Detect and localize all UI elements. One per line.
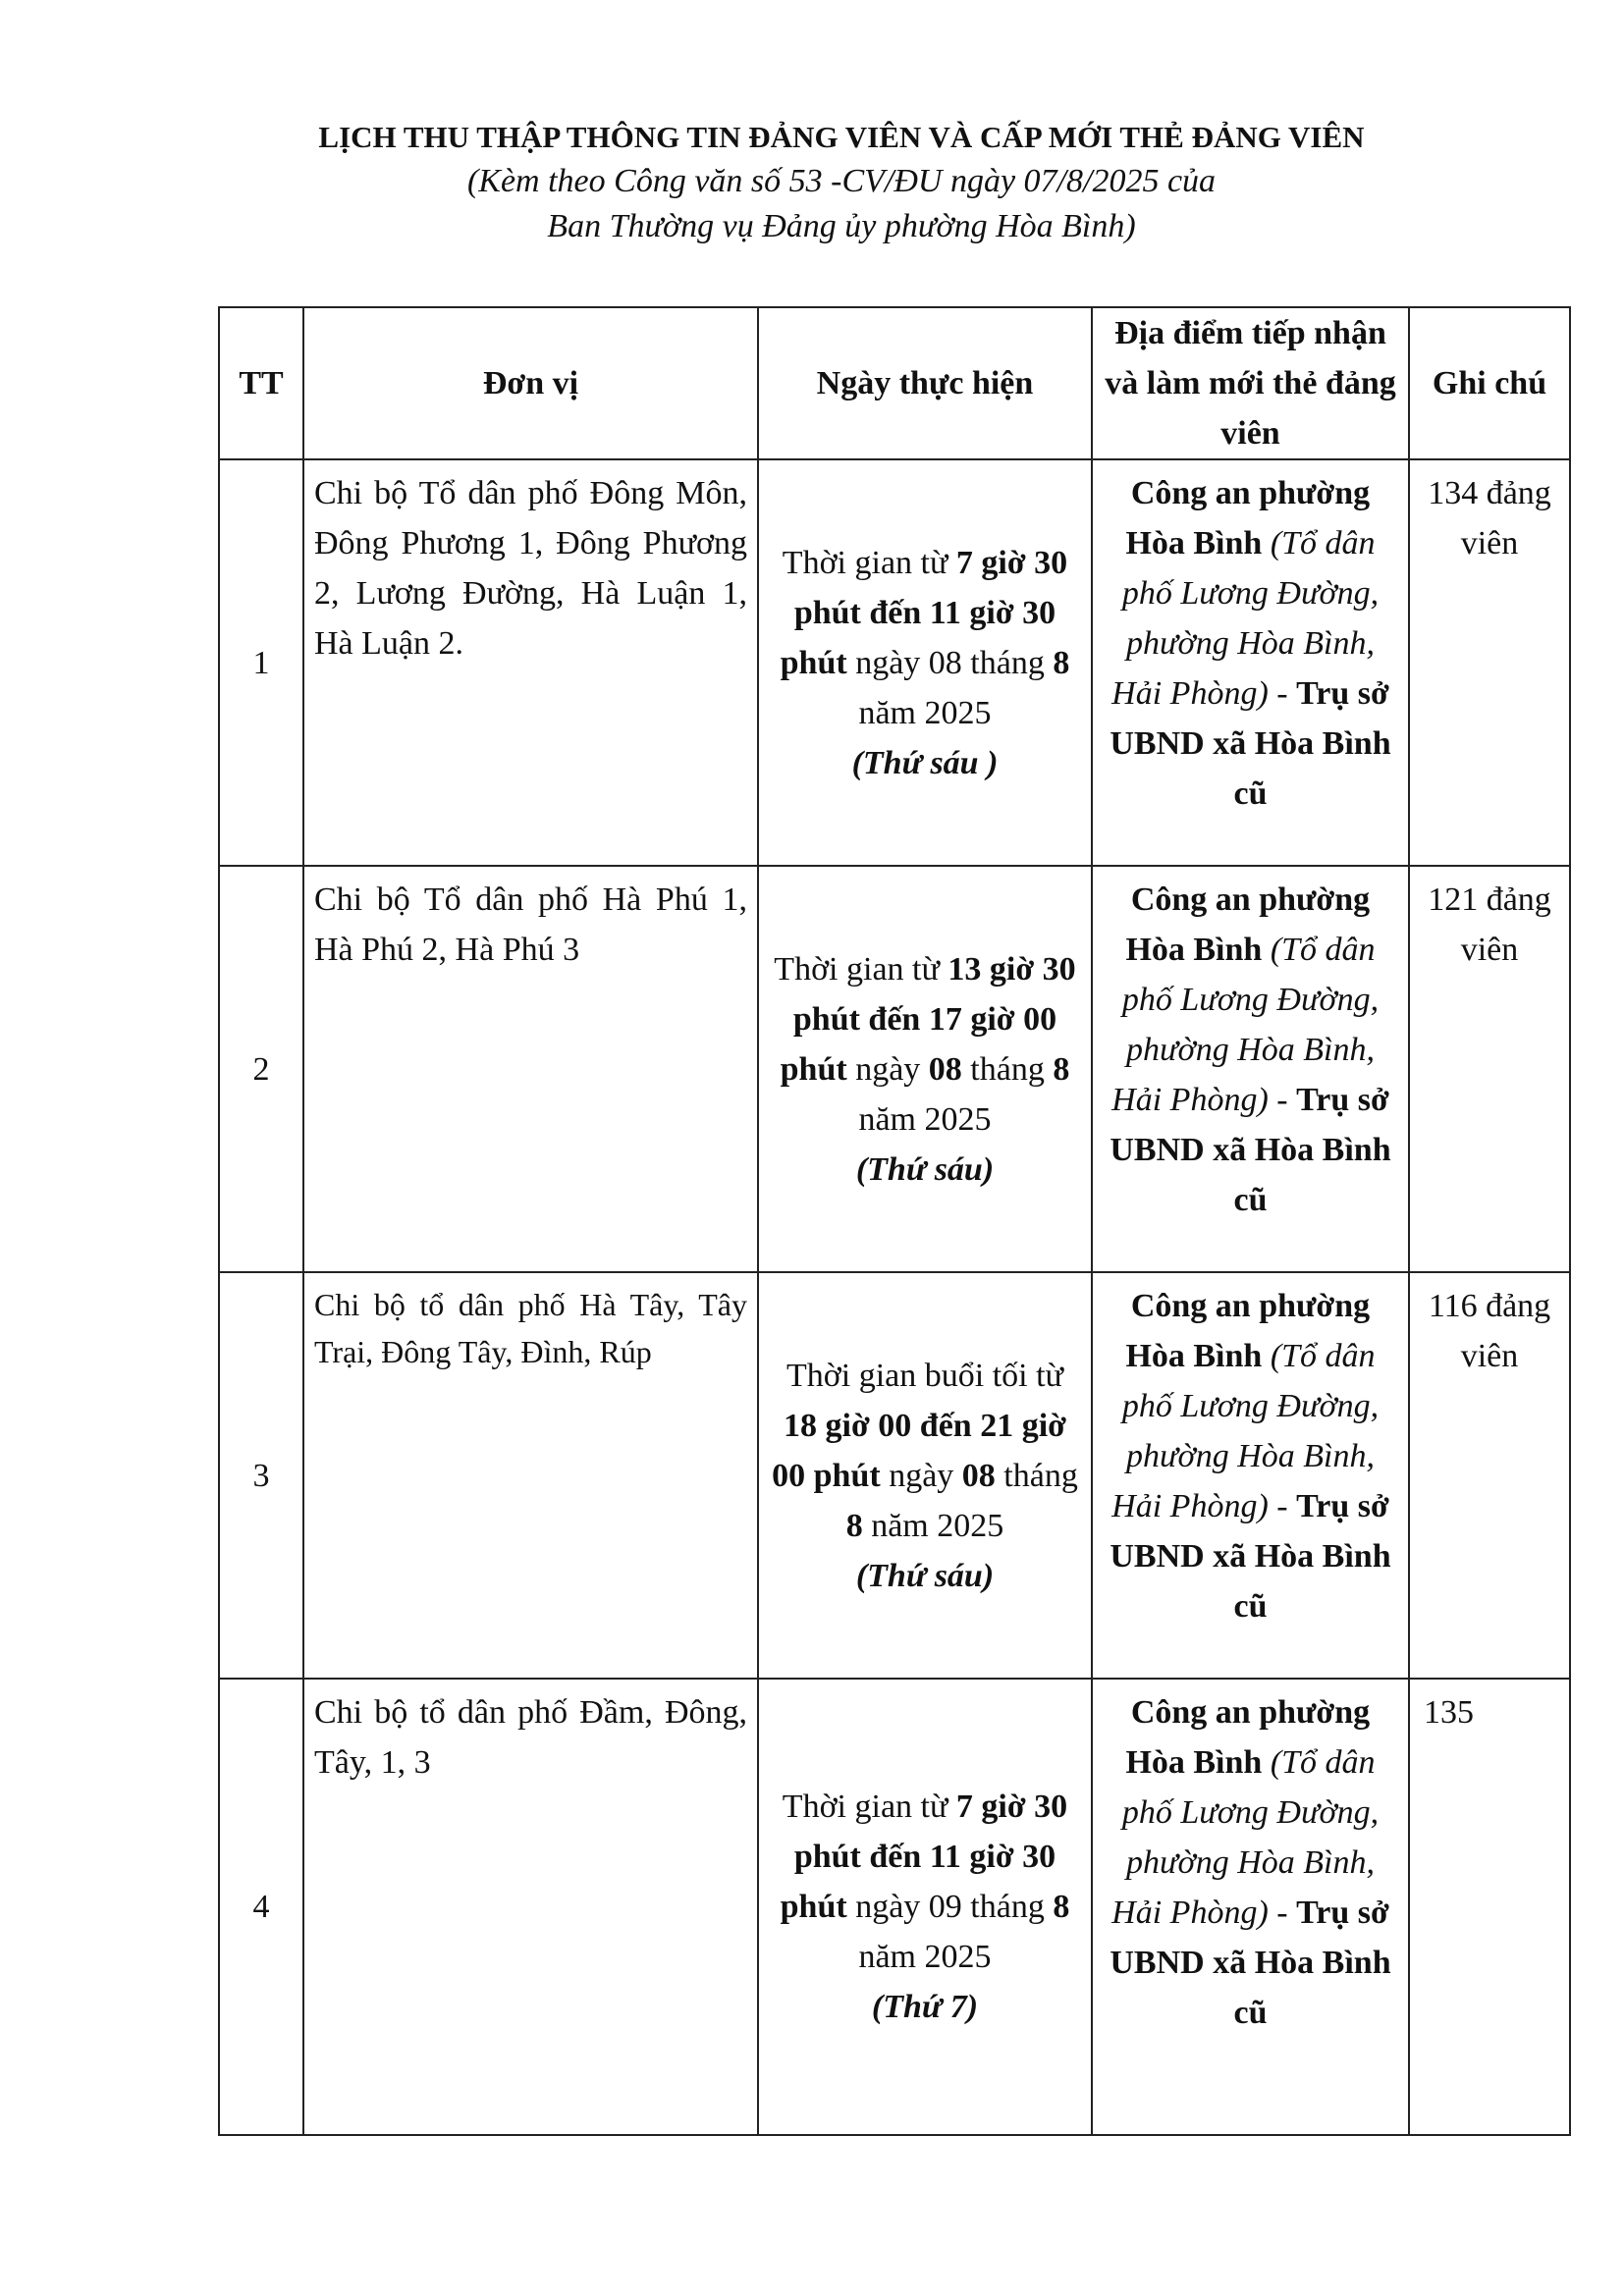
date-weekday: (Thứ 7) [871,1989,979,2025]
cell-place [1092,1272,1409,1679]
cell-date [758,866,1092,1272]
date-text: Thời gian từ [782,544,956,581]
cell-tt: 2 [219,866,303,1272]
date-text: Thời gian từ [782,1789,956,1825]
date-year: năm 2025 [862,1507,1004,1544]
date-time-range: 18 giờ 00 đến 21 giờ 00 phút [772,1407,1066,1494]
date-time-range: 13 giờ 30 phút đến 17 giờ 00 phút [780,950,1076,1088]
table-row [219,1679,1570,2135]
date-month: 8 [1053,1889,1070,1925]
date-time-range: 7 giờ 30 phút đến 11 giờ 30 phút [780,544,1068,681]
place-address: (Tổ dân phố Lương Đường, phường Hòa Bình, Hải Phòng) [1111,1744,1380,1931]
date-year: năm 2025 [858,694,992,731]
date-year: năm 2025 [858,1939,992,1975]
cell-date [758,1679,1092,2135]
date-text: ngày 08 tháng [846,644,1054,681]
date-day: 08 [961,1457,996,1494]
place-address: (Tổ dân phố Lương Đường, phường Hòa Bình, Hải Phòng) [1111,525,1380,712]
date-text: tháng [995,1457,1078,1494]
cell-date [758,1272,1092,1679]
date-weekday: (Thứ sáu ) [851,744,999,781]
cell-note: 135 [1409,1679,1570,2135]
place-separator: - [1268,1082,1297,1118]
col-header-unit: Đơn vị [303,307,758,459]
document-subtitle-line-1: (Kèm theo Công văn số 53 -CV/ĐU ngày 07/8/2025 của [466,163,1217,199]
date-text: Thời gian từ [774,950,948,988]
cell-note: 116 đảng viên [1409,1272,1570,1679]
document-title: LỊCH THU THẬP THÔNG TIN ĐẢNG VIÊN VÀ CẤP MỚI THẺ ĐẢNG VIÊN [318,120,1365,154]
place-separator: - [1268,675,1297,712]
date-year: năm 2025 [858,1100,992,1138]
cell-place [1092,459,1409,866]
cell-note: 134 đảng viên [1409,459,1570,866]
cell-tt: 1 [219,459,303,866]
table-header-row [219,307,1570,459]
cell-unit: Chi bộ Tổ dân phố Hà Phú 1, Hà Phú 2, Hà Phú 3 [303,866,758,1272]
place-police: Công an phường Hòa Bình [1125,475,1371,561]
place-office: Trụ sở UBND xã Hòa Bình cũ [1110,675,1391,812]
col-header-note: Ghi chú [1409,307,1570,459]
date-day: 08 [928,1050,962,1088]
date-text: ngày [880,1457,962,1494]
place-address: (Tổ dân phố Lương Đường, phường Hòa Bình, Hải Phòng) [1111,1338,1380,1524]
table-row [219,866,1570,1272]
table-row [219,459,1570,866]
date-text: tháng [961,1050,1054,1088]
date-text: ngày 09 tháng [846,1889,1054,1925]
place-police: Công an phường Hòa Bình [1125,1694,1371,1781]
col-header-place: Địa điểm tiếp nhận và làm mới thẻ đảng viên [1092,307,1409,459]
date-month: 8 [845,1507,863,1544]
date-month: 8 [1053,1050,1070,1088]
place-police: Công an phường Hòa Bình [1125,881,1371,968]
place-office: Trụ sở UBND xã Hòa Bình cũ [1110,1895,1391,2031]
place-separator: - [1268,1895,1297,1931]
cell-tt: 4 [219,1679,303,2135]
document-header [0,116,1624,249]
place-office: Trụ sở UBND xã Hòa Bình cũ [1110,1082,1391,1218]
date-text: Thời gian buổi tối từ [786,1357,1063,1394]
place-office: Trụ sở UBND xã Hòa Bình cũ [1110,1488,1391,1625]
cell-unit: Chi bộ tổ dân phố Hà Tây, Tây Trại, Đông Tây, Đình, Rúp [303,1272,758,1679]
cell-place [1092,1679,1409,2135]
schedule-table [218,306,1571,2136]
document-subtitle-line-2: Ban Thường vụ Đảng ủy phường Hòa Bình) [547,208,1136,244]
date-month: 8 [1053,644,1070,681]
cell-tt: 3 [219,1272,303,1679]
cell-place [1092,866,1409,1272]
table-row [219,1272,1570,1679]
date-time-range: 7 giờ 30 phút đến 11 giờ 30 phút [780,1789,1068,1925]
cell-unit: Chi bộ Tổ dân phố Đông Môn, Đông Phương 1, Đông Phương 2, Lương Đường, Hà Luận 1, Hà Luận 2. [303,459,758,866]
col-header-date: Ngày thực hiện [758,307,1092,459]
place-police: Công an phường Hòa Bình [1125,1288,1371,1374]
col-header-tt: TT [219,307,303,459]
date-text: ngày [846,1050,929,1088]
cell-note: 121 đảng viên [1409,866,1570,1272]
cell-date [758,459,1092,866]
place-separator: - [1268,1488,1297,1524]
place-address: (Tổ dân phố Lương Đường, phường Hòa Bình, Hải Phòng) [1111,932,1380,1118]
date-weekday: (Thứ sáu) [855,1557,995,1594]
date-weekday: (Thứ sáu) [855,1150,995,1188]
cell-unit: Chi bộ tổ dân phố Đầm, Đông, Tây, 1, 3 [303,1679,758,2135]
